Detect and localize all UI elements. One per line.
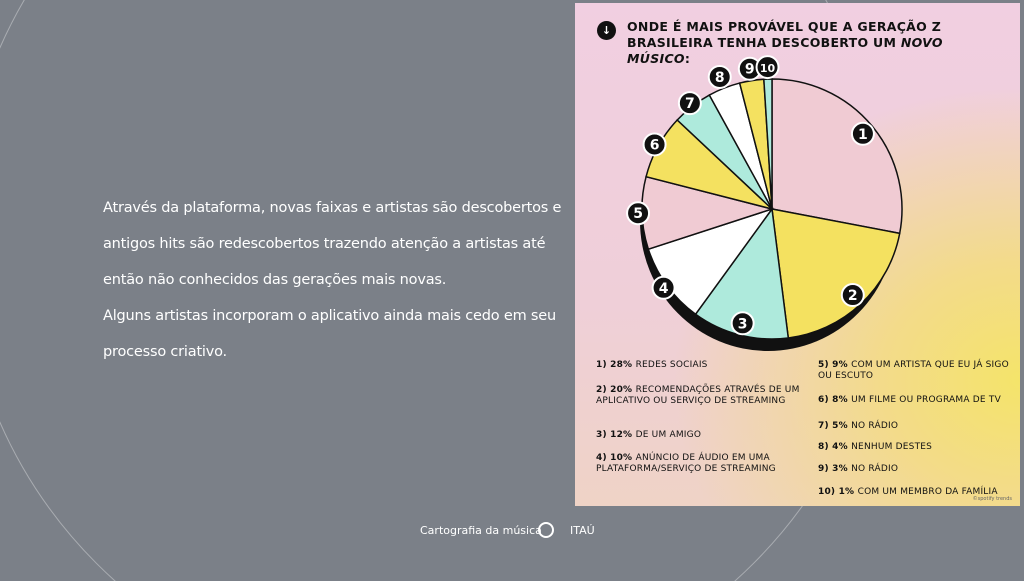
pie-slice-1 [772,79,902,233]
legend-label-7: NO RÁDIO [851,421,899,431]
slice-number-10: 10 [759,62,776,76]
legend-item-1 [596,360,806,371]
legend-label-3: DE UM AMIGO [635,430,702,440]
legend-item-4 [596,453,806,475]
legend-item-7 [818,421,1013,432]
title-emphasis: NOVO MÚSICO [627,35,943,66]
slice-number-1: 1 [858,126,868,143]
legend-value-4: 4) 10% [596,453,636,463]
slice-number-4: 4 [658,280,669,297]
slice-number-2: 2 [847,288,858,305]
legend-item-3 [596,430,806,441]
body-paragraph-1: Através da plataforma, novas faixas e artistas são descobertos e antigos hits são redescobertos trazendo atenção a artistas até então não conhecidos das gerações mais novas. [103,200,562,288]
legend-item-6 [818,395,1013,406]
legend-label-9: NO RÁDIO [851,464,899,474]
body-text [103,190,573,370]
slice-number-3: 3 [737,316,748,333]
slice-number-8: 8 [714,69,725,86]
slice-number-7: 7 [684,96,695,113]
infographic [575,3,1020,506]
title-part-a: ONDE É MAIS PROVÁVEL QUE A GERAÇÃO Z BRASILEIRA TENHA DESCOBERTO UM [627,19,942,50]
nav-circle-button[interactable] [538,522,554,538]
body-paragraph-2: Alguns artistas incorporam o aplicativo ainda mais cedo em seu processo criativo. [103,308,556,360]
legend-label-1: REDES SOCIAIS [635,360,708,370]
legend-label-10: COM UM MEMBRO DA FAMÍLIA [857,487,998,497]
legend-value-7: 7) 5% [818,421,852,431]
legend-label-8: NENHUM DESTES [851,442,933,452]
title-part-b: : [684,51,691,66]
legend-label-2: RECOMENDAÇÕES ATRAVÉS DE UM APLICATIVO OU SERVIÇO DE STREAMING [596,385,800,406]
footer-brand-label: ITAÚ [570,524,595,537]
credit: ©spotify trends [972,496,1012,502]
footer [0,520,1024,544]
legend-item-9 [818,464,1013,475]
legend-value-1: 1) 28% [596,360,636,370]
legend-label-6: UM FILME OU PROGRAMA DE TV [851,395,1001,405]
legend-item-2 [596,385,806,407]
slice-number-5: 5 [633,206,643,223]
legend-value-3: 3) 12% [596,430,636,440]
legend-label-5: COM UM ARTISTA QUE EU JÁ SIGO OU ESCUTO [818,360,1009,381]
legend-value-8: 8) 4% [818,442,852,452]
legend-item-5 [818,360,1013,382]
legend-value-5: 5) 9% [818,360,852,370]
legend-value-10: 10) 1% [818,487,858,497]
legend-value-2: 2) 20% [596,385,636,395]
legend-item-8 [818,442,1013,453]
arrow-down-icon: ↓ [597,21,616,40]
legend-value-9: 9) 3% [818,464,852,474]
slice-number-6: 6 [649,137,660,154]
footer-section-label: Cartografia da música [420,524,542,537]
legend-value-6: 6) 8% [818,395,852,405]
slice-number-9: 9 [744,61,755,78]
infographic-title [627,19,997,67]
legend-label-4: ANÚNCIO DE ÁUDIO EM UMA PLATAFORMA/SERVIÇO DE STREAMING [596,453,776,474]
